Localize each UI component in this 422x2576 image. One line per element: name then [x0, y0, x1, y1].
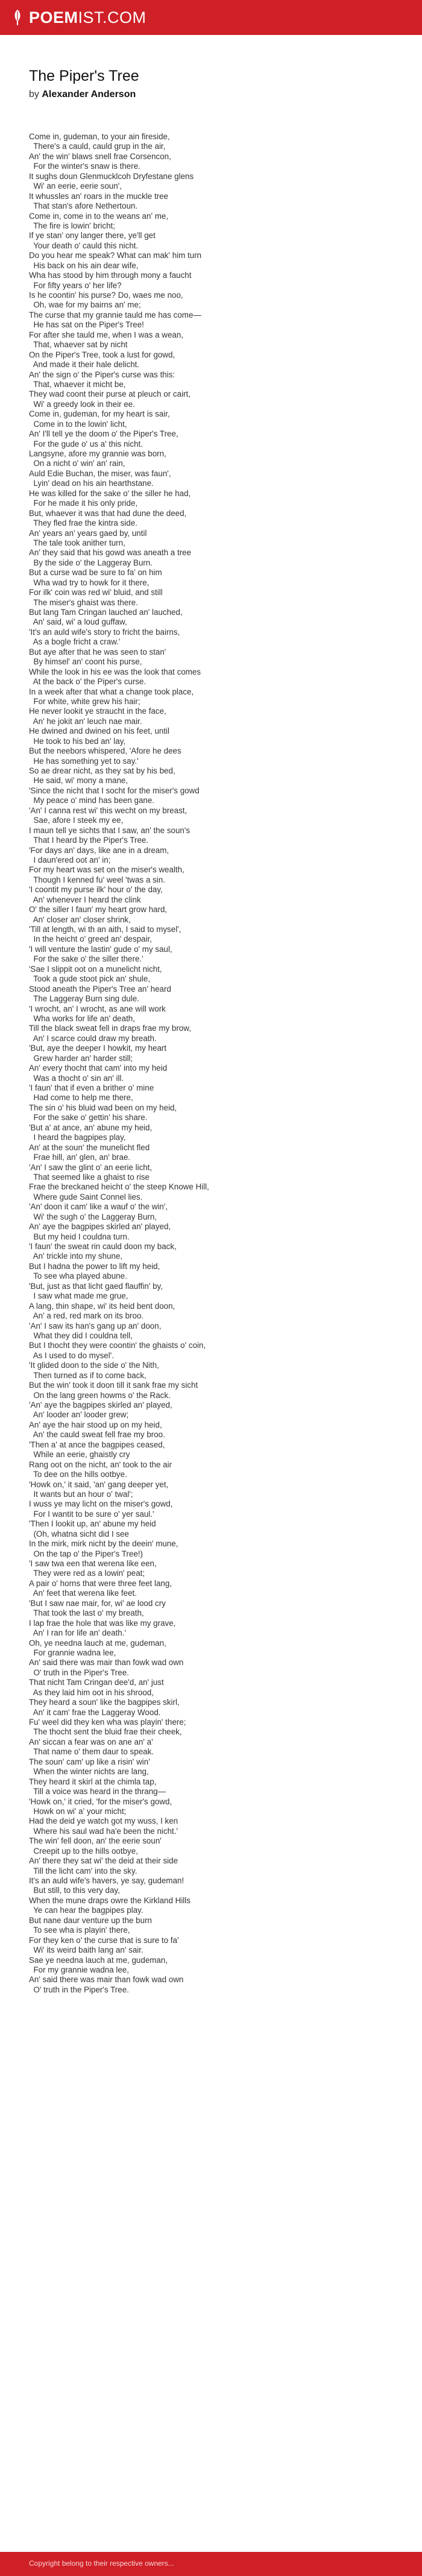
poem-line: Was a thocht o' sin an' ill. — [29, 1073, 124, 1083]
poem-line: Wha has stood by him through mony a faucht — [29, 271, 192, 280]
poem-line: They heard it skirl at the chimla tap, — [29, 1777, 157, 1786]
poem-line: For the sake o' the siller there.' — [29, 954, 143, 964]
poem-line: 'Howk on,' it cried, 'for the miser's gowd, — [29, 1797, 172, 1806]
poem-line: I daun'ered oot an' in; — [29, 855, 111, 864]
poem-line: Is he coontin' his purse? Do, waes me noo, — [29, 291, 183, 300]
poem-line: For white, white grew his hair; — [29, 696, 140, 706]
poem-line: Fu' weel did they ken wha was playin' there; — [29, 1718, 186, 1727]
poem-line: For the gude o' us a' this nicht. — [29, 439, 143, 449]
poem-line: And made it their hale delicht. — [29, 360, 140, 370]
poem-line: Frae hill, an' glen, an' brae. — [29, 1153, 131, 1162]
poem-line: An' every thocht that cam' into my heid — [29, 1063, 168, 1073]
poem-line: Grew harder an' harder still; — [29, 1053, 133, 1063]
poem-line: But still, to this very day, — [29, 1886, 120, 1895]
poem-line: For they ken o' the curse that is sure to fa' — [29, 1935, 179, 1945]
poem-line: An' at the soun' the munelicht fled — [29, 1142, 150, 1152]
poem-line: An' trickle into my shune, — [29, 1252, 123, 1261]
poem-line: For my heart was set on the miser's wealth, — [29, 865, 184, 875]
quill-pen-icon — [11, 9, 24, 26]
poem-line: On the lang green howms o' the Rack. — [29, 1390, 171, 1400]
poem-line: They were red as a lowin' peat; — [29, 1569, 145, 1578]
poem-line: An' said there was mair than fowk wad own — [29, 1658, 184, 1667]
poem-line: It wants but an hour o' twal'; — [29, 1489, 133, 1499]
poem-line: 'Till at length, wi th an aith, I said to mysel', — [29, 925, 181, 934]
poem-line: The sin o' his bluid wad been on my heid, — [29, 1103, 177, 1112]
poem-line: An' I ran for life an' death.' — [29, 1628, 127, 1638]
poem-line: Come in, gudeman, for my heart is sair, — [29, 409, 170, 419]
poem-line: For I wantit to be sure o' yer saul.' — [29, 1509, 154, 1519]
poem-line: But lang Tam Cringan lauched an' lauched, — [29, 608, 183, 617]
poem-line: On a nicht o' win' an' rain, — [29, 459, 125, 468]
poem-line: O' truth in the Piper's Tree. — [29, 1667, 129, 1677]
poem-line: They heard a soun' like the bagpipes skirl, — [29, 1698, 180, 1707]
poem-line: An' I scarce could draw my breath. — [29, 1033, 157, 1043]
site-footer — [0, 2552, 422, 2576]
poem-line: To see wha played abune. — [29, 1271, 127, 1281]
poem-line: But aye after that he was seen to stan' — [29, 647, 166, 657]
poem-line: (Oh, whatna sicht did I see — [29, 1529, 129, 1538]
poem-line: To see wha is playin' there, — [29, 1926, 130, 1935]
poem-line: For my grannie wadna lee, — [29, 1965, 129, 1974]
poem-line: In the mirk, mirk nicht by the deein' mune, — [29, 1539, 178, 1549]
poem-line: 'Then a' at ance the bagpipes ceased, — [29, 1440, 165, 1449]
poem-line: There's a cauld, cauld grup in the air, — [29, 142, 166, 151]
poem-line: I heard the bagpipes play, — [29, 1133, 126, 1142]
poem-line: Till the black sweat fell in draps frae my brow, — [29, 1024, 191, 1033]
poem-line: Wi' an eerie, eerie soun', — [29, 181, 122, 191]
poem-line: An' looder an' looder grew; — [29, 1410, 129, 1420]
poem-line: But a curse wad be sure to fa' on him — [29, 568, 162, 578]
author-link[interactable]: Alexander Anderson — [42, 89, 136, 99]
poem-line: In the heicht o' greed an' despair, — [29, 934, 152, 944]
poem-line: Stood aneath the Piper's Tree an' heard — [29, 984, 171, 994]
poem-line: That I heard by the Piper's Tree. — [29, 836, 149, 845]
poem-line: 'I faun' that if even a brither o' mine — [29, 1083, 154, 1092]
poem-line: 'But, just as that licht gaed flauffin' by, — [29, 1281, 163, 1291]
poem-line: While the look in his ee was the look that comes — [29, 667, 201, 676]
poem-line: 'It glided doon to the side o' the Nith, — [29, 1361, 159, 1370]
poem-line: If ye stan' ony langer there, ye'll get — [29, 231, 156, 241]
poem-line: So ae drear nicht, as they sat by his bed, — [29, 766, 175, 775]
poem-line: That, whaever sat by nicht — [29, 340, 128, 350]
poem-line: A lang, thin shape, wi' its heid bent doon, — [29, 1301, 175, 1311]
poem-line: Took a gude stoot pick an' shule, — [29, 974, 151, 984]
poem-line: 'But, aye the deeper I howkit, my heart — [29, 1044, 167, 1053]
poem-line: An' he jokit an' leuch nae mair. — [29, 716, 142, 726]
poem-line: For fifty years o' her life? — [29, 280, 122, 290]
poem-line: 'Sae I slippit oot on a munelicht nicht, — [29, 964, 162, 974]
poem-line: 'An' I saw its han's gang up an' doon, — [29, 1321, 162, 1331]
poem-line: Where gude Saint Connel lies. — [29, 1192, 143, 1201]
poem-line: 'Then I lookit up, an' abune my heid — [29, 1519, 156, 1529]
poem-line: The thocht sent the bluid frae their cheek, — [29, 1727, 182, 1737]
poem-line: An' they said that his gowd was aneath a tree — [29, 548, 192, 558]
poem-line: That, whaever it micht be, — [29, 379, 126, 389]
poem-line: An' it cam' frae the Laggeray Wood. — [29, 1707, 161, 1717]
poem-line: Creepit up to the hills ootbye, — [29, 1846, 138, 1856]
poem-line: To dee on the hills ootbye. — [29, 1470, 127, 1479]
poem-line: 'I faun' the sweat rin cauld doon my back, — [29, 1242, 177, 1251]
poem-line: I maun tell ye sichts that I saw, an' the soun's — [29, 825, 191, 835]
poem-line: Had come to help me there, — [29, 1093, 133, 1103]
poem-line: Where his saul wad ha'e been the nicht.' — [29, 1826, 178, 1836]
poem-line: O' the siller I faun' my heart grow hard, — [29, 905, 168, 915]
poem-line: I lap frae the hole that was like my grave, — [29, 1618, 176, 1628]
poem-line: An' said there was mair than fowk wad own — [29, 1975, 184, 1985]
poem-line: Rang oot on the nicht, an' took to the air — [29, 1460, 172, 1469]
poem-line: The miser's ghaist was there. — [29, 597, 138, 607]
poem-line: He was killed for the sake o' the siller he had, — [29, 488, 191, 498]
poem-line: Do you hear me speak? What can mak' him turn — [29, 251, 202, 260]
poem-line: When the winter nichts are lang, — [29, 1767, 149, 1777]
poem-line: An' there they sat wi' the deid at their side — [29, 1856, 178, 1866]
poem-line: Ye can hear the bagpipes play. — [29, 1906, 143, 1915]
poem-line: That stan's afore Nethertoun. — [29, 201, 138, 211]
poem-line: He dwined and dwined on his feet, until — [29, 726, 170, 736]
poem-line: When the mune draps owre the Kirkland Hills — [29, 1895, 191, 1905]
poem-line: As I used to do mysel'. — [29, 1350, 114, 1360]
poem-line: They fled frae the kintra side. — [29, 518, 137, 528]
poem-line: On the tap o' the Piper's Tree!) — [29, 1549, 143, 1558]
poem-line: He has something yet to say.' — [29, 756, 139, 766]
poem-line: I saw what made me grue, — [29, 1291, 128, 1301]
poem-line: The tale took anither turn, — [29, 538, 125, 547]
poem-line: An' aye the hair stood up on my heid, — [29, 1420, 162, 1429]
poem-line: 'I saw twa een that werena like een, — [29, 1559, 157, 1568]
poem-line: The Laggeray Burn sing dule. — [29, 994, 139, 1004]
poem-line: For the winter's snaw is there. — [29, 162, 140, 171]
poem-line: Sae ye needna lauch at me, gudeman, — [29, 1955, 168, 1965]
poem-line: I wuss ye may licht on the miser's gowd, — [29, 1499, 173, 1509]
poem-line: An' siccan a fear was on ane an' a' — [29, 1737, 153, 1746]
poem-line: For he made it his only pride, — [29, 499, 138, 508]
poem-line: They wad coont their purse at pleuch or cairt, — [29, 389, 191, 399]
poem-line: Auld Edie Buchan, the miser, was faun', — [29, 468, 171, 478]
poem-line: Wha wad try to howk for it there, — [29, 578, 150, 587]
poem-line: He never lookit ye straucht in the face, — [29, 707, 166, 716]
byline-label: by — [29, 89, 42, 99]
poem-line: An' years an' years gaed by, until — [29, 528, 147, 538]
poem-line: Till the licht cam' into the sky. — [29, 1866, 137, 1875]
poem-line: A pair o' horns that were three feet lang, — [29, 1578, 172, 1588]
poem-line: Wi' a greedy look in their ee. — [29, 399, 135, 409]
poem-line: 'But a' at ance, an' abune my heid, — [29, 1123, 153, 1132]
poem-line: 'Since the nicht that I socht for the miser's gowd — [29, 786, 200, 795]
poem-line: 'An' I canna rest wi' this wecht on my breast, — [29, 805, 187, 815]
poem-line: An' closer an' closer shrink, — [29, 915, 131, 924]
poem-line: The win' fell doon, an' the eerie soun' — [29, 1836, 162, 1846]
poem-line: An' feet that werena like feet. — [29, 1589, 137, 1598]
poem-line: An' a red, red mark on its broo. — [29, 1311, 144, 1321]
poem-line: For ilk' coin was red wi' bluid, and still — [29, 588, 163, 597]
poem-line: An' I'll tell ye the doom o' the Piper's Tree, — [29, 429, 178, 439]
poem-line: He said, wi' mony a mane, — [29, 776, 128, 786]
poem-line: But my heid I couldna turn. — [29, 1232, 130, 1241]
poem-line: But nane daur venture up the burn — [29, 1915, 152, 1925]
poem-line: Frae the breckaned heicht o' the steep Knowe Hill, — [29, 1182, 209, 1192]
poem-line: But the win' took it doon till it sank frae my sicht — [29, 1381, 198, 1390]
poem-line: Wi' its weird baith lang an' sair. — [29, 1945, 143, 1955]
poem-line: 'I will venture the lastin' gude o' my saul, — [29, 944, 172, 954]
poem-line: But, whaever it was that had dune the deed, — [29, 508, 187, 518]
poem-line: Come in, come in to the weans an' me, — [29, 211, 169, 221]
poem-line: For grannie wadna lee, — [29, 1648, 116, 1657]
poem-byline — [29, 89, 136, 100]
poem-line: It whussles an' roars in the muckle tree — [29, 191, 169, 201]
poem-line: An' the sign o' the Piper's curse was this: — [29, 370, 175, 379]
poem-line: An' aye the bagpipes skirled an' played, — [29, 1222, 171, 1232]
poem-line: 'But I saw nae mair, for, wi' ae lood cry — [29, 1598, 166, 1608]
poem-line: It sughs doun Glenmucklcoh Dryfestane glens — [29, 171, 194, 181]
poem-line: Wi' the sugh o' the Laggeray Burn, — [29, 1212, 157, 1221]
poem-line: 'For days an' days, like ane in a dream, — [29, 845, 169, 855]
poem-line: For the sake o' gettin' his share. — [29, 1113, 148, 1123]
poem-line: The soun' cam' up like a risin' win' — [29, 1757, 150, 1766]
poem-line: 'An' doon it cam' like a wauf o' the win', — [29, 1202, 168, 1212]
poem-line: He has sat on the Piper's Tree! — [29, 320, 144, 330]
poem-line: 'I wrocht, an' I wrocht, as ane will work — [29, 1004, 166, 1013]
poem-line: On the Piper's Tree, took a lust for gowd, — [29, 350, 175, 359]
poem-line: The fire is lowin' bricht; — [29, 221, 115, 230]
poem-line: Come in, gudeman, to your ain fireside, — [29, 132, 170, 141]
poem-line: 'An' aye the bagpipes skirled an' played, — [29, 1400, 172, 1409]
poem-line: 'An' I saw the glint o' an eerie licht, — [29, 1162, 153, 1172]
poem-line: Lyin' dead on his ain hearthstane. — [29, 479, 154, 488]
poem-line: Oh, ye needna lauch at me, gudeman, — [29, 1638, 166, 1648]
poem-line: That nicht Tam Cringan dee'd, an' just — [29, 1678, 164, 1687]
poem-line: An' said, wi' a loud guffaw, — [29, 617, 127, 627]
poem-line: By the side o' the Laggeray Burn. — [29, 558, 153, 567]
poem-line: An' whenever I heard the clink — [29, 895, 141, 904]
poem-line: But I thocht they were coontin' the ghaists o' coin, — [29, 1341, 206, 1350]
poem-line: He took to his bed an' lay, — [29, 736, 126, 746]
poem-line: By himsel' an' coont his purse, — [29, 657, 142, 667]
poem-line: The curse that my grannie tauld me has come— — [29, 310, 201, 320]
poem-line: But I hadna the power to lift my heid, — [29, 1261, 160, 1271]
poem-line: His back on his ain dear wife, — [29, 260, 139, 270]
poem-line: What they did I couldna tell, — [29, 1331, 133, 1340]
poem-line: O' truth in the Piper's Tree. — [29, 1985, 129, 1994]
poem-line: But the neebors whispered, 'Afore he dees — [29, 746, 181, 756]
poem-line: An' the cauld sweat fell frae my broo. — [29, 1430, 165, 1440]
poem-line: While an eerie, ghaistly cry — [29, 1450, 130, 1460]
poem-line: That name o' them daur to speak. — [29, 1747, 154, 1757]
poem-line: As they laid him oot in his shrood, — [29, 1687, 154, 1697]
poem-line: At the back o' the Piper's curse. — [29, 677, 146, 687]
poem-line: Howk on wi' a' your micht; — [29, 1806, 127, 1816]
poem-line: 'It's an auld wife's story to fricht the bairns, — [29, 627, 180, 637]
poem-line: As a bogle fricht a craw.' — [29, 637, 121, 647]
poem-line: My peace o' mind has been gane. — [29, 796, 155, 805]
poem-line: Then turned as if to come back, — [29, 1370, 146, 1380]
poem-line: Come in to the lowin' licht, — [29, 419, 127, 429]
poem-line: Had the deid ye watch got my wuss, I ken — [29, 1816, 178, 1826]
poem-line: 'Howk on,' it said, 'an' gang deeper yet, — [29, 1479, 169, 1489]
poem-line: Sae, afore I steek my ee, — [29, 816, 124, 825]
poem-line: Langsyne, afore my grannie was born, — [29, 449, 166, 458]
poem-line: An' the win' blaws snell frae Corsencon, — [29, 151, 171, 161]
poem-line: That took the last o' my breath, — [29, 1608, 144, 1618]
site-logo-link[interactable] — [11, 8, 146, 27]
poem-line: It's an auld wife's havers, ye say, gudeman! — [29, 1876, 184, 1885]
copyright-notice: Copyright belong to their respective owners... — [29, 2559, 174, 2568]
poem-line: For after she tauld me, when I was a wean, — [29, 330, 184, 339]
poem-line: Your death o' cauld this nicht. — [29, 241, 139, 250]
poem-line: Though I kenned fu' weel 'twas a sin. — [29, 875, 165, 884]
poem-body — [29, 132, 403, 1995]
poem-line: Oh, wae for my bairns an' me; — [29, 300, 141, 310]
poem-title: The Piper's Tree — [29, 68, 139, 84]
poem-line: Wha works for life an' death, — [29, 1013, 135, 1023]
poem-line: In a week after that what a change took place, — [29, 687, 194, 696]
poem-line: That seemed like a ghaist to rise — [29, 1172, 150, 1182]
poem-line: 'I coontit my purse ilk' hour o' the day, — [29, 885, 163, 895]
site-logo-text: POEMIST.COM — [29, 8, 146, 27]
site-header — [0, 0, 422, 35]
poem-line: Till a voice was heard in the thrang— — [29, 1787, 166, 1797]
